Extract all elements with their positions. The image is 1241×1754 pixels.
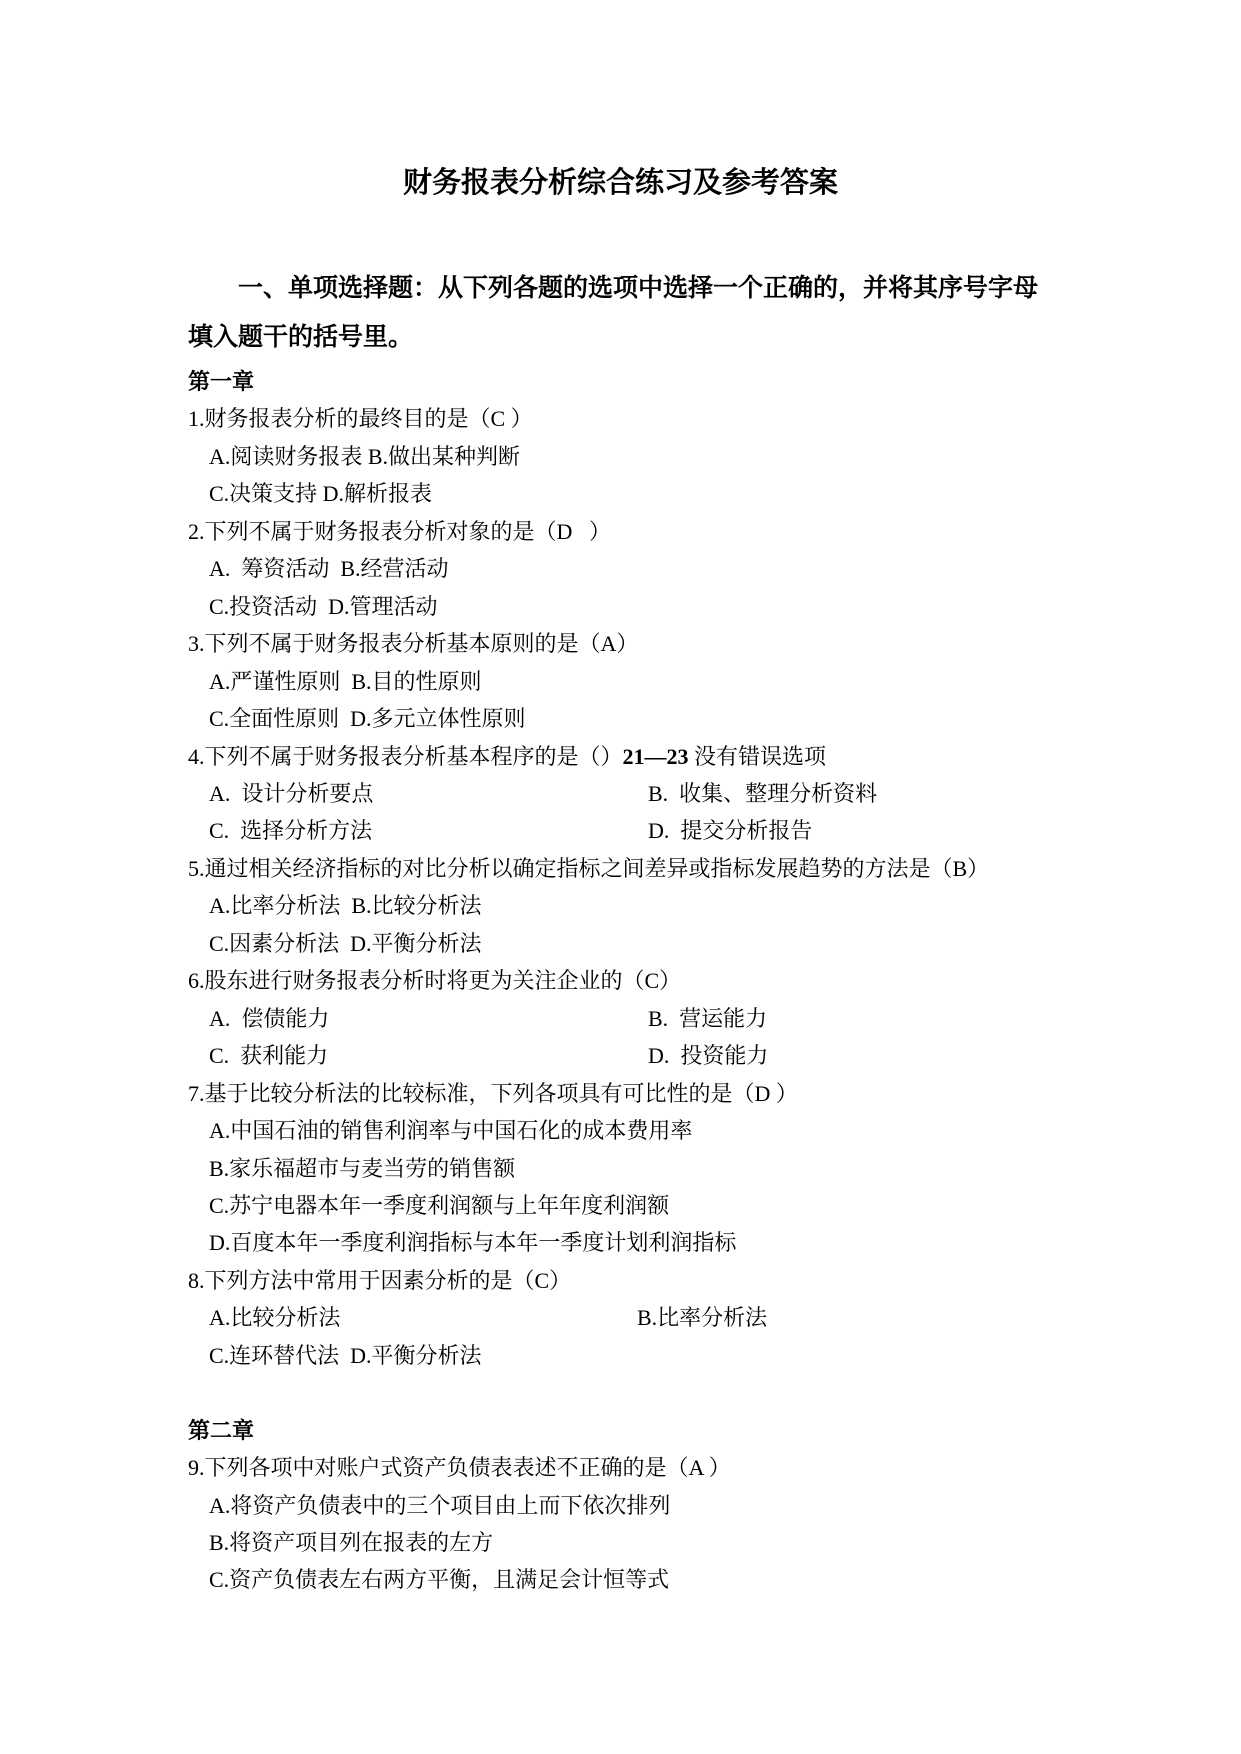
option-cell: C. 获利能力 — [209, 1043, 329, 1069]
chapter-heading: 第二章 — [188, 1417, 255, 1443]
option-line: D.百度本年一季度利润指标与本年一季度计划利润指标 — [209, 1230, 737, 1256]
question-stem: 9.下列各项中对账户式资产负债表表述不正确的是（A ） — [188, 1455, 731, 1481]
question-stem: 7.基于比较分析法的比较标准，下列各项具有可比性的是（D ） — [188, 1080, 798, 1106]
option-row — [188, 1000, 1068, 1037]
section-heading-line-2: 填入题干的括号里。 — [188, 324, 414, 351]
question-stem: 1.财务报表分析的最终目的是（C ） — [188, 406, 533, 432]
option-line: C.投资活动 D.管理活动 — [209, 593, 438, 619]
option-line: A.阅读财务报表 B.做出某种判断 — [209, 443, 521, 469]
section-heading-line-1: 一、单项选择题：从下列各题的选项中选择一个正确的，并将其序号字母 — [238, 275, 1039, 302]
option-line: C.全面性原则 D.多元立体性原则 — [209, 706, 526, 732]
option-cell: D. 投资能力 — [648, 1043, 769, 1069]
blank-line — [188, 1374, 1068, 1411]
option-cell: B.比率分析法 — [637, 1305, 768, 1331]
question-note-range: 21—23 — [622, 743, 689, 769]
option-row — [188, 775, 1068, 812]
option-line: A.中国石油的销售利润率与中国石化的成本费用率 — [209, 1118, 693, 1144]
question-list — [188, 363, 1068, 1599]
question-stem: 8.下列方法中常用于因素分析的是（C） — [188, 1267, 572, 1293]
section-heading — [188, 264, 1068, 362]
option-line: C.资产负债表左右两方平衡，且满足会计恒等式 — [209, 1567, 670, 1593]
option-cell: B. 收集、整理分析资料 — [648, 780, 878, 806]
option-line: B.将资产项目列在报表的左方 — [209, 1530, 494, 1556]
option-line: A.将资产负债表中的三个项目由上而下依次排列 — [209, 1492, 671, 1518]
option-cell: D. 提交分析报告 — [648, 818, 813, 844]
question-stem: 2.下列不属于财务报表分析对象的是（D ） — [188, 518, 611, 544]
option-line: C.决策支持 D.解析报表 — [209, 481, 433, 507]
option-line: A. 筹资活动 B.经营活动 — [209, 556, 449, 582]
option-cell: B. 营运能力 — [648, 1005, 768, 1031]
option-cell: C. 选择分析方法 — [209, 818, 373, 844]
option-line: C.因素分析法 D.平衡分析法 — [209, 930, 482, 956]
chapter-heading: 第一章 — [188, 369, 255, 394]
option-cell: A. 设计分析要点 — [209, 780, 374, 806]
option-row — [188, 1037, 1068, 1074]
option-line: C.苏宁电器本年一季度利润额与上年年度利润额 — [209, 1192, 670, 1218]
option-row — [188, 812, 1068, 849]
question-stem-text: 4.下列不属于财务报表分析基本程序的是（） — [188, 743, 623, 769]
question-note: 没有错误选项 — [688, 743, 827, 769]
option-line: C.连环替代法 D.平衡分析法 — [209, 1342, 482, 1368]
option-line: A.严谨性原则 B.目的性原则 — [209, 668, 482, 694]
option-row — [188, 1299, 1068, 1336]
question-stem: 3.下列不属于财务报表分析基本原则的是（A） — [188, 631, 639, 657]
option-cell: A. 偿债能力 — [209, 1005, 330, 1031]
question-stem: 6.股东进行财务报表分析时将更为关注企业的（C） — [188, 968, 682, 994]
question-stem: 5.通过相关经济指标的对比分析以确定指标之间差异或指标发展趋势的方法是（B） — [188, 855, 990, 881]
option-cell: A.比较分析法 — [209, 1305, 341, 1331]
option-line: B.家乐福超市与麦当劳的销售额 — [209, 1155, 516, 1181]
option-line: A.比率分析法 B.比较分析法 — [209, 893, 482, 919]
question-stem — [188, 738, 1068, 775]
page-title: 财务报表分析综合练习及参考答案 — [402, 167, 838, 199]
